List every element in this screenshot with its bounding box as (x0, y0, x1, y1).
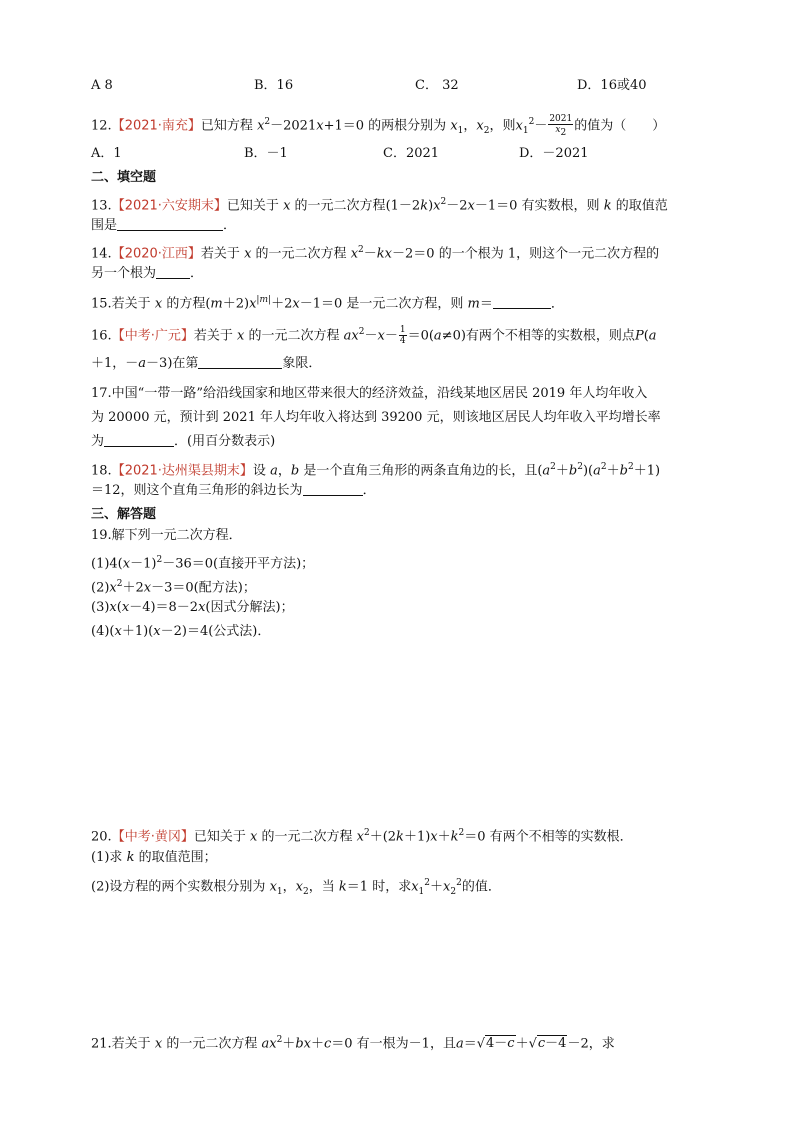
q16-text-4: 象限． (282, 356, 322, 371)
q20-text-3: 有两个不相等的实数根． (489, 829, 633, 845)
q14-text-3: 的一个根为 1，则这个一元二次方程的 (438, 246, 660, 262)
q12-fraction-numerator: 2021 (549, 113, 573, 124)
q13-source-tag: 【2021·六安期末】 (111, 198, 227, 214)
question-21: 21.若关于 x 的一元二次方程 $ax^2+bx+c=0$ 有一根为－1，且a＝√4－c＋√c－4－2，求 (91, 1035, 615, 1052)
q15-text-2: 的方程 (166, 296, 206, 312)
q20-part-2: (2)设方程的两个实数根分别为 $x_1$，$x_2$，当 k＝1 时，求$x_1^2+x_2^2$的值． (91, 878, 501, 897)
q11-option-b: B．16 (254, 78, 294, 93)
q18-text-3: ，则这个直角三角形的斜边长为 (120, 483, 303, 498)
q16-fraction: $\frac{1}{4}$ (399, 325, 406, 347)
q12-text-3: ，则 (489, 118, 516, 134)
q20-part-2-text-c: 时，求 (372, 879, 412, 895)
question-12: 12.【2021·南充】已知方程 $x^2-2021x+1=0$ 的两根分别为 $x_1$，$x_2$，则$x_1^2-$ $\frac{2021}{x_2}$ 的值为（ ） (91, 113, 666, 138)
q12-option-a: A．1 (91, 146, 122, 161)
q20-part-2-text: (2)设方程的两个实数根分别为 (91, 879, 266, 895)
q17-answer-blank[interactable] (104, 432, 174, 447)
q14-text: 若关于 (200, 246, 240, 262)
q19-part-3: (3)x(x－4)＝8－2x(因式分解法)； (91, 600, 294, 615)
q15-answer-blank[interactable] (493, 294, 551, 309)
question-14: 14.【2020·江西】若关于 x 的一元二次方程 $x^2-kx-2=0$ 的一个根为 1，则这个一元二次方程的 (91, 245, 660, 262)
q13-text-2: 的一元二次方程 (294, 198, 386, 214)
q12-text-2: 的两根分别为 (368, 118, 447, 134)
q11-option-a: A 8 (91, 78, 113, 93)
question-16-cont: ＋1，－a－3)在第 象限． (91, 356, 322, 371)
q12-source-tag: 【2021·南充】 (111, 118, 201, 134)
question-14-cont: 另一个根为 ． (91, 266, 204, 281)
q18-text: 设 (252, 463, 266, 479)
question-20: 20.【中考·黄冈】已知关于 x 的一元二次方程 $x^2+(2k+1)x+k^2=0$ 有两个不相等的实数根． (91, 828, 633, 845)
q21-text-2: 的一元二次方程 (166, 1036, 258, 1052)
q16-source-tag: 【中考·广元】 (111, 328, 194, 344)
q17-text-3a: 为 (91, 434, 105, 449)
q16-text-2: 的一元二次方程 (248, 328, 340, 344)
q20-part-2-text-b: ，当 (308, 879, 335, 895)
question-13-cont: 围是 ． (91, 218, 237, 233)
q14-answer-blank[interactable] (156, 264, 190, 279)
q13-text: 已知关于 (226, 198, 279, 214)
q20-text-2: 的一元二次方程 (261, 829, 353, 845)
q11-options (91, 76, 647, 96)
q19-part-4-method: (公式法)． (208, 624, 271, 639)
q20-part-1: (1)求 k 的取值范围； (91, 850, 217, 865)
question-13: 13.【2021·六安期末】已知关于 x 的一元二次方程$(1-2k)x^2-2x-1=0$ 有实数根，则 k 的取值范 (91, 197, 668, 214)
q16-answer-blank[interactable] (198, 354, 282, 369)
q12-option-d: D．－2021 (519, 146, 589, 161)
q21-text-3: 有一根为－1，且 (356, 1036, 456, 1052)
q12-fraction: $\frac{2021}{x_2}$ (549, 113, 573, 138)
q14-number: 14. (91, 246, 112, 262)
question-18: 18.【2021·达州渠县期末】设 a，b 是一个直角三角形的两条直角边的长，且$(a^2+b^2)(a^2+b^2+1)$ (91, 462, 661, 479)
q18-number: 18. (91, 463, 112, 479)
q12-option-c: C．2021 (383, 146, 440, 161)
q13-number: 13. (91, 198, 112, 214)
q20-number: 20. (91, 829, 112, 845)
question-16: 16.【中考·广元】若关于 x 的一元二次方程 $ax^2-x-$ $\frac{1}{4}$ ＝0(a≠0)有两个不相等的实数根，则点P(a (91, 325, 657, 347)
section-heading-fill-in: 二、填空题 (91, 170, 157, 185)
q12-text: 已知方程 (200, 118, 253, 134)
q20-source-tag: 【中考·黄冈】 (111, 829, 194, 845)
q20-part-2-text-d: 的值． (461, 879, 501, 895)
q18-text-2: 是一个直角三角形的两条直角边的长，且 (303, 463, 538, 479)
q20-part-1-text: (1)求 (91, 850, 123, 865)
q16-text-5: 在第 (172, 356, 199, 371)
q19-part-2: $(2)x^2+2x-3=0$(配方法)； (91, 579, 256, 596)
question-18-cont: ＝12，则这个直角三角形的斜边长为 ． (91, 483, 376, 498)
question-15: 15.若关于 x 的方程$(m+2)x^{|m|}+2x-1=0$ 是一元二次方程，则 m＝ ． (91, 295, 564, 312)
q20-text: 已知关于 (193, 829, 246, 845)
q13-answer-blank[interactable] (117, 216, 223, 231)
q19-part-1: $(1)4(x-1)^2-36=0$(直接开平方法)； (91, 555, 315, 572)
q15-text: 15.若关于 (91, 296, 151, 312)
q20-part-1-text-b: 的取值范围； (138, 850, 217, 865)
q19-part-1-method: (直接开平方法)； (213, 556, 315, 572)
q19-part-4: (4)(x＋1)(x－2)＝4(公式法)． (91, 624, 271, 639)
q14-text-2: 的一元二次方程 (255, 246, 347, 262)
question-17-line-3 (91, 432, 275, 452)
q13-text-4: 的取值范 (615, 198, 668, 214)
q12-option-b: B．－1 (244, 146, 288, 161)
q18-answer-blank[interactable] (303, 481, 363, 496)
q16-number: 16. (91, 328, 112, 344)
q19-part-2-method: (配方法)； (193, 580, 256, 596)
q13-text-3: 有实数根，则 (521, 198, 600, 214)
q11-option-c: C． 32 (415, 78, 459, 93)
q13-text-5: 围是 (91, 218, 118, 233)
q11-option-d: D．16或40 (577, 78, 647, 93)
q15-text-3: 是一元二次方程，则 (346, 296, 464, 312)
question-19-title: 19.解下列一元二次方程． (91, 528, 242, 543)
q14-text-4: 另一个根为 (91, 266, 157, 281)
question-17-line-1: 17.中国“一带一路”给沿线国家和地区带来很大的经济效益，沿线某地区居民 2019 年人均年收入 (91, 386, 648, 401)
question-17-line-2: 为 20000 元，预计到 2021 年人均年收入将达到 39200 元，则该地区居民人均年收入平均增长率 (91, 410, 661, 425)
q12-text-4: 的值为（ ） (574, 118, 666, 134)
q12-number: 12. (91, 118, 112, 134)
q17-text-3b: ．(用百分数表示) (174, 434, 276, 449)
q21-text: 21.若关于 (91, 1036, 151, 1052)
q16-text: 若关于 (193, 328, 233, 344)
q12-options (91, 144, 589, 164)
q18-source-tag: 【2021·达州渠县期末】 (111, 463, 253, 479)
q14-source-tag: 【2020·江西】 (111, 246, 201, 262)
q19-part-3-method: (因式分解法)； (205, 600, 294, 615)
section-heading-solve: 三、解答题 (91, 507, 157, 522)
q16-text-3: 有两个不相等的实数根，则点 (465, 328, 635, 344)
q21-text-4: ，求 (588, 1036, 615, 1052)
